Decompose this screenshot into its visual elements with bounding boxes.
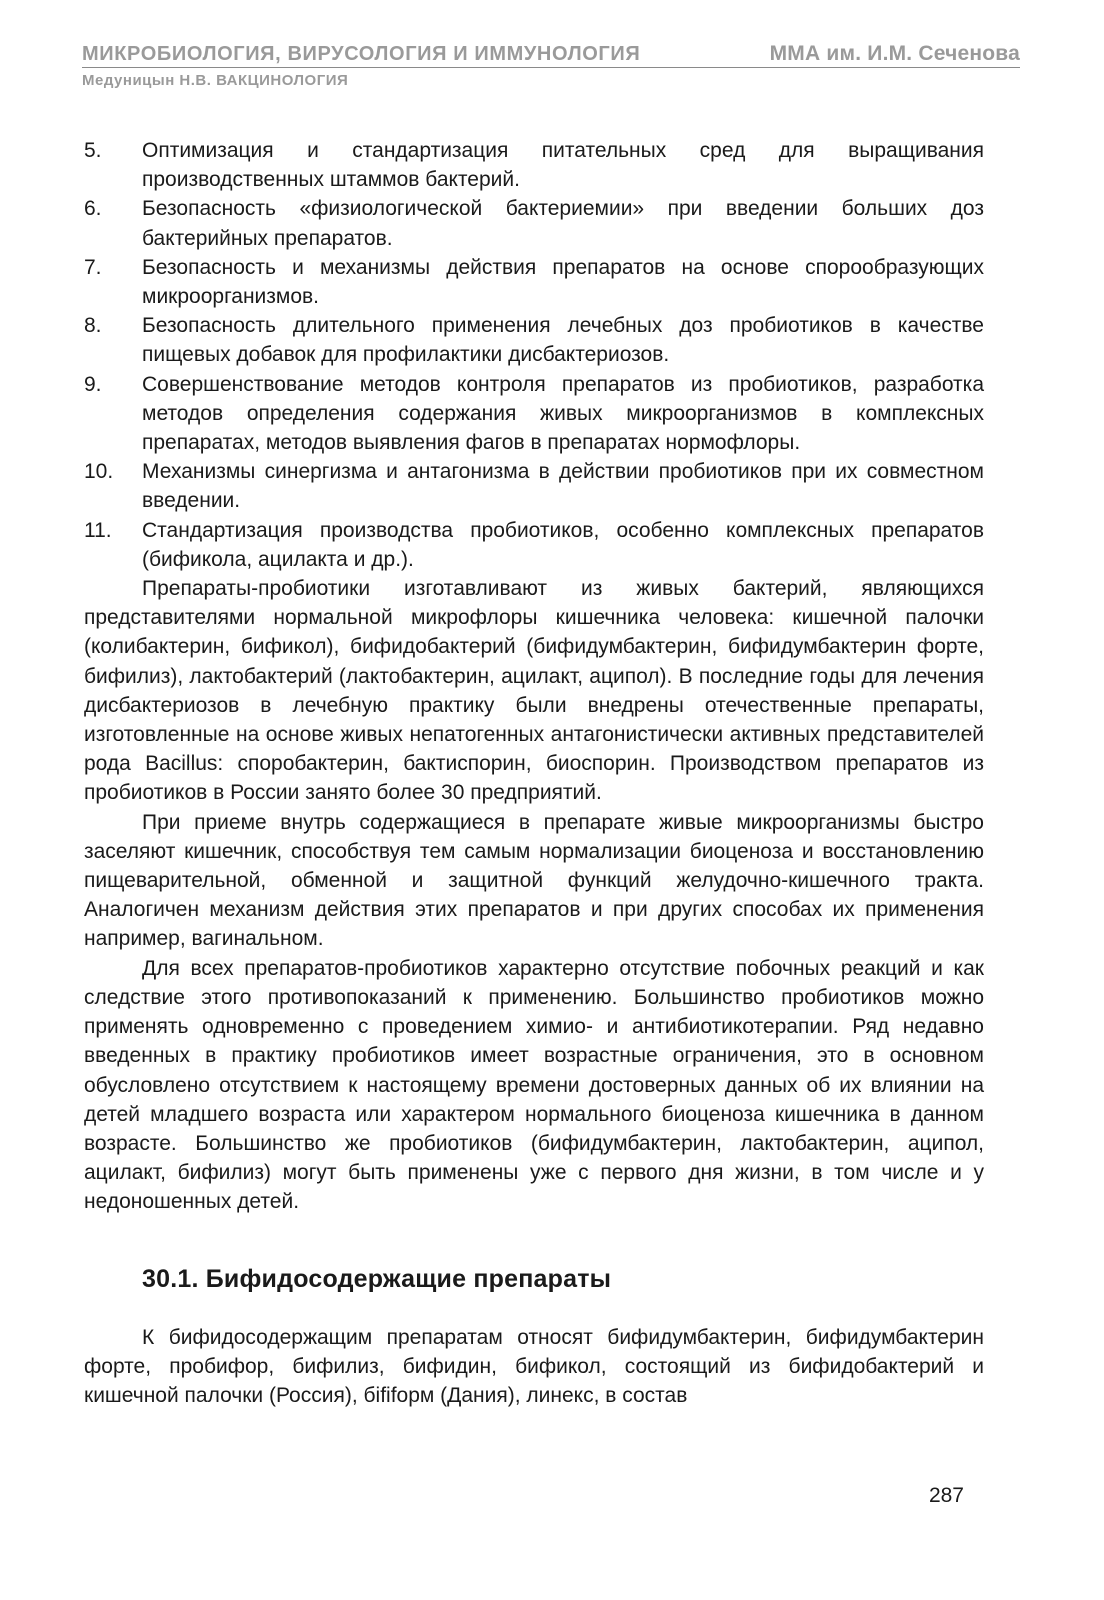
list-item-text: Стандартизация производства пробиотиков, особенно комплексных препаратов (бификола, ацилакта и др.). bbox=[142, 518, 984, 571]
list-item-text: Совершенствование методов контроля препаратов из пробиотиков, разработка методов определения содержания живых микроорганизмов в комплексных препаратах, методов выявления фагов в препаратах нормофлоры. bbox=[142, 372, 984, 455]
body-paragraph: Препараты-пробиотики изготавливают из живых бактерий, являющихся представителями нормальной микрофлоры кишечника человека: кишечной палочки (колибактерин, бификол), бифидобактерий (бифидумбактерин, бифидумбактерин форте, бифилиз), лактобактерий (лактобактерин, ацилакт, аципол). В последние годы для лечения дисбактериозов в лечебную практику были внедрены отечественные препараты, изготовленные на основе живых непатогенных антагонистически активных представителей рода Bacillus: споробактерин, бактиспорин, биоспорин. Производством препаратов из пробиотиков в России занято более 30 предприятий. bbox=[84, 577, 984, 805]
page-number: 287 bbox=[928, 1484, 964, 1507]
list-item bbox=[84, 194, 984, 252]
running-head bbox=[82, 42, 1020, 89]
list-item bbox=[84, 253, 984, 311]
list-item-number: 7. bbox=[84, 255, 102, 279]
list-item bbox=[84, 516, 984, 574]
list-item bbox=[84, 457, 984, 515]
running-head-top-line bbox=[82, 42, 1020, 68]
list-item-number: 11. bbox=[84, 518, 112, 542]
list-item-text: Безопасность и механизмы действия препаратов на основе спорообразующих микроорганизмов. bbox=[142, 255, 984, 309]
list-item-text: Безопасность «физиологической бактериемии» при введении больших доз бактерийных препаратов. bbox=[142, 197, 984, 250]
list-item-text: Механизмы синергизма и антагонизма в действии пробиотиков при их совместном введении. bbox=[142, 460, 984, 513]
list-item-number: 10. bbox=[84, 460, 114, 484]
list-item bbox=[84, 311, 984, 369]
section-paragraph: К бифидосодержащим препаратам относят бифидумбактерин, бифидумбактерин форте, пробифор, бифилиз, бифидин, бификол, состоящий из бифидобактерий и кишечной палочки (Россия), бififорм (Дания), линекс, в состав bbox=[84, 1325, 984, 1407]
list-item-number: 6. bbox=[84, 197, 102, 221]
list-item-text: Оптимизация и стандартизация питательных сред для выращивания производственных штаммов бактерий. bbox=[142, 139, 984, 192]
book-series-title: МИКРОБИОЛОГИЯ, ВИРУСОЛОГИЯ И ИММУНОЛОГИЯ bbox=[82, 43, 641, 65]
book-author-title: Медуницын Н.В. ВАКЦИНОЛОГИЯ bbox=[82, 72, 349, 89]
section-heading: 30.1. Бифидосодержащие препараты bbox=[142, 1264, 612, 1293]
list-item bbox=[84, 370, 984, 458]
list-item-number: 5. bbox=[84, 139, 102, 162]
page-body bbox=[84, 136, 984, 1410]
body-paragraph: При приеме внутрь содержащиеся в препарате живые микроорганизмы быстро заселяют кишечник, способствуя тем самым нормализации биоценоза и восстановлению пищеварительной, обменной и защитной функций желудочно-кишечного тракта. Аналогичен механизм действия этих препаратов и при других способах их применения например, вагинальном. bbox=[84, 810, 984, 951]
institution-name: ММА им. И.М. Сеченова bbox=[769, 42, 1020, 65]
list-item-number: 8. bbox=[84, 314, 102, 338]
list-item-number: 9. bbox=[84, 372, 102, 396]
body-paragraph: Для всех препаратов-пробиотиков характерно отсутствие побочных реакций и как следствие этого противопоказаний к применению. Большинство пробиотиков можно применять одновременно с проведением химио- и антибиотикотерапии. Ряд недавно введенных в практику пробиотиков имеет возрастные ограничения, это в основном обусловлено отсутствием к настоящему времени достоверных данных об их влиянии на детей младшего возраста или характером нормального биоценоза кишечника в данном возрасте. Большинство же пробиотиков (бифидумбактерин, лактобактерин, аципол, ацилакт, бифилиз) могут быть применены уже с первого дня жизни, в том числе и у недоношенных детей. bbox=[84, 956, 984, 1214]
list-item-text: Безопасность длительного применения лечебных доз пробиотиков в качестве пищевых добавок для профилактики дисбактериозов. bbox=[142, 314, 984, 367]
list-item bbox=[84, 136, 984, 194]
